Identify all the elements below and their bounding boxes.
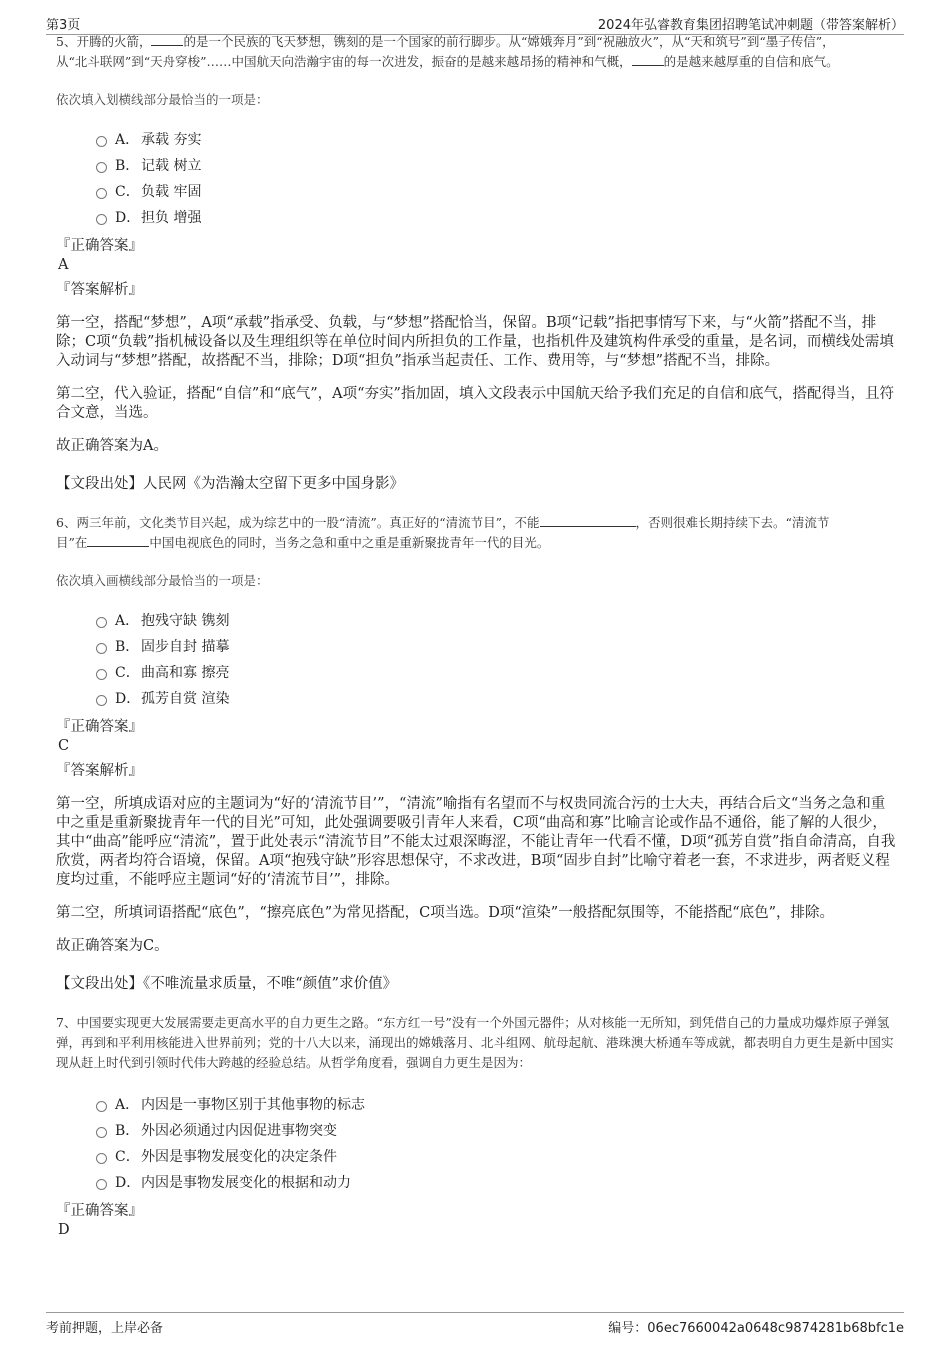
question-6 xyxy=(56,513,896,993)
radio-icon[interactable] xyxy=(96,136,107,147)
blank xyxy=(151,33,183,46)
footer-slogan: 考前押题，上岸必备 xyxy=(46,1321,164,1336)
option-b[interactable]: B． 固步自封 描摹 xyxy=(96,633,896,659)
analysis-paragraph: 第一空，所填成语对应的主题词为“好的‘清流节目’”，“清流”喻指有名望而不与权贵同流合污的士大夫，再结合后文“当务之急和重中之重是重新聚拢青年一代的目光”可知，此处强调要吸引青年人来看，C项“曲高和寡”比喻言论或作品不通俗，能了解的人很少，其中“曲高”能呼应“清流”，置于此处表示“清流节目”不能太过艰深晦涩，不能让青年一代看不懂，D项“孤芳自赏”指自命清高，自我欣赏，两者均符合语境，保留。A项“抱残守缺”形容思想保守，不求改进，B项“固步自封”比喻守着老一套，不求进步，两者贬义程度均过重，不能呼应主题词“好的‘清流节目’”，排除。 xyxy=(56,796,896,888)
radio-icon[interactable] xyxy=(96,1153,107,1164)
option-a[interactable]: A． 承载 夯实 xyxy=(96,126,896,152)
option-c[interactable]: C． 负载 牢固 xyxy=(96,178,896,204)
correct-answer: D xyxy=(58,1222,70,1238)
radio-icon[interactable] xyxy=(96,162,107,173)
analysis-paragraph: 第二空，所填词语搭配“底色”，“擦亮底色”为常见搭配，C项当选。D项“渲染”一般搭配氛围等，不能搭配“底色”，排除。 xyxy=(56,905,835,921)
analysis-conclusion: 故正确答案为C。 xyxy=(56,938,169,954)
radio-icon[interactable] xyxy=(96,695,107,706)
option-b[interactable]: B． 记载 树立 xyxy=(96,152,896,178)
question-7-text: 7、中国要实现更大发展需要走更高水平的自力更生之路。“东方红一号”没有一个外国元器件；从对核能一无所知，到凭借自己的力量成功爆炸原子弹氢弹，再到和平利用核能进入世界前列；党的十八大以来，涌现出的嫦娥落月、北斗组网、航母起航、港珠澳大桥通车等成就，都表明自力更生是新中国实现从赶上时代到引领时代伟大跨越的经验总结。从哲学角度看，强调自力更生是因为： xyxy=(56,1015,894,1070)
source-citation: 【文段出处】《不唯流量求质量，不唯“颜值”求价值》 xyxy=(56,976,398,992)
source-citation: 【文段出处】人民网《为浩瀚太空留下更多中国身影》 xyxy=(56,476,404,492)
analysis-conclusion: 故正确答案为A。 xyxy=(56,438,168,454)
analysis-paragraph: 第一空，搭配“梦想”，A项“承载”指承受、负载，与“梦想”搭配恰当，保留。B项“记载”指把事情写下来，与“火箭”搭配不当，排除；C项“负载”指机械设备以及生理组织等在单位时间内所担负的工作量，也指机件及建筑构件承受的重量，是名词，而横线处需填入动词与“梦想”搭配，故搭配不当，排除；D项“担负”指承当起责任、工作、费用等，与“梦想”搭配不当，排除。 xyxy=(56,315,894,369)
radio-icon[interactable] xyxy=(96,214,107,225)
question-5-options xyxy=(96,126,896,230)
option-c[interactable]: C． 曲高和寡 擦亮 xyxy=(96,659,896,685)
page-content xyxy=(56,30,896,1239)
document-code: 编号：06ec7660042a0648c9874281b68bfc1e xyxy=(608,1321,904,1336)
analysis-tag: 『答案解析』 xyxy=(56,763,143,779)
option-d[interactable]: D． 内因是事物发展变化的根据和动力 xyxy=(96,1169,896,1195)
radio-icon[interactable] xyxy=(96,669,107,680)
question-5 xyxy=(56,32,896,493)
question-5-text: 5、开腾的火箭， 的是一个民族的飞天梦想，镌刻的是一个国家的前行脚步。从“嫦娥奔月”到“祝融放火”，从“天和筑号”到“墨子传信”， 从“北斗联网”到“天舟穿梭”……中国航天向浩瀚宇宙的每一次进发，振奋的是越来越昂扬的精神和气概， 的是越来越厚重的自信和底气。 xyxy=(56,34,839,69)
radio-icon[interactable] xyxy=(96,1101,107,1112)
page-footer xyxy=(46,1312,904,1337)
answer-tag: 『正确答案』 xyxy=(56,238,143,254)
blank xyxy=(87,534,149,547)
question-6-prompt: 依次填入画横线部分最恰当的一项是： xyxy=(56,573,269,588)
question-7-options xyxy=(96,1091,896,1195)
correct-answer: C xyxy=(58,738,70,754)
radio-icon[interactable] xyxy=(96,1179,107,1190)
option-a[interactable]: A． 内因是一事物区别于其他事物的标志 xyxy=(96,1091,896,1117)
answer-tag: 『正确答案』 xyxy=(56,1203,143,1219)
option-d[interactable]: D． 担负 增强 xyxy=(96,204,896,230)
question-6-options xyxy=(96,607,896,711)
analysis-paragraph: 第二空，代入验证，搭配“自信”和“底气”，A项“夯实”指加固，填入文段表示中国航天给予我们充足的自信和底气，搭配得当，且符合文意，当选。 xyxy=(56,386,894,421)
analysis-tag: 『答案解析』 xyxy=(56,282,143,298)
blank xyxy=(632,53,664,66)
page-number: 第3页 xyxy=(46,18,81,33)
correct-answer: A xyxy=(58,257,69,273)
radio-icon[interactable] xyxy=(96,643,107,654)
radio-icon[interactable] xyxy=(96,617,107,628)
radio-icon[interactable] xyxy=(96,1127,107,1138)
document-title: 2024年弘睿教育集团招聘笔试冲刺题（带答案解析） xyxy=(597,18,904,33)
question-6-text: 6、两三年前，文化类节目兴起，成为综艺中的一股“清流”。真正好的“清流节目”，不能 ，否则很难长期持续下去。“清流节 目”在 中国电视底色的同时，当务之急和重中之重是重新聚拢青年一代的目光。 xyxy=(56,515,830,550)
option-d[interactable]: D． 孤芳自赏 渲染 xyxy=(96,685,896,711)
option-c[interactable]: C． 外因是事物发展变化的决定条件 xyxy=(96,1143,896,1169)
option-b[interactable]: B． 外因必须通过内因促进事物突变 xyxy=(96,1117,896,1143)
radio-icon[interactable] xyxy=(96,188,107,199)
option-a[interactable]: A． 抱残守缺 镌刻 xyxy=(96,607,896,633)
blank xyxy=(540,514,636,527)
answer-tag: 『正确答案』 xyxy=(56,719,143,735)
question-5-prompt: 依次填入划横线部分最恰当的一项是： xyxy=(56,92,269,107)
question-7 xyxy=(56,1013,896,1239)
